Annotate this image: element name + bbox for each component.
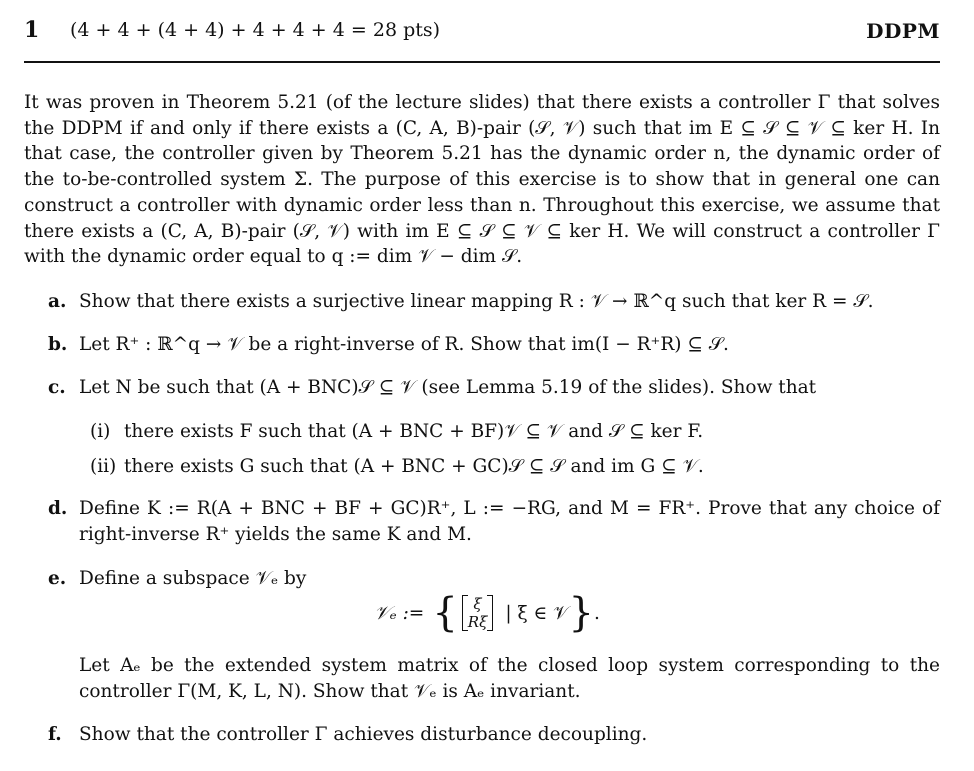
set-condition: | ξ ∈ 𝒱 — [505, 602, 569, 624]
open-brace: { — [432, 590, 458, 636]
subitem-text: there exists F such that (A + BNC + BF)𝒱 ⊆ 𝒱 and 𝒮 ⊆ ker F. — [124, 421, 704, 442]
subitem-ii — [90, 454, 940, 480]
item-text: Define a subspace 𝒱ₑ by — [79, 568, 307, 589]
item-label: f. — [48, 724, 62, 745]
extended-subspace-equation — [0, 585, 974, 641]
subitem-text: there exists G such that (A + BNC + GC)𝒮 ⊆ 𝒮 and im G ⊆ 𝒱. — [124, 456, 704, 477]
item-label: e. — [48, 568, 67, 589]
points-breakdown: (4 + 4 + (4 + 4) + 4 + 4 + 4 = 28 pts) — [70, 19, 441, 41]
equation-period: . — [593, 602, 600, 624]
problem-title: DDPM — [866, 19, 940, 43]
subitem-i — [90, 419, 940, 445]
item-label: c. — [48, 377, 66, 398]
item-label: b. — [48, 334, 68, 355]
vector-bottom: Rξ — [467, 613, 488, 631]
problem-number: 1 — [24, 17, 40, 43]
item-text: Let R⁺ : ℝ^q → 𝒱 be a right-inverse of R. Show that im(I − R⁺R) ⊆ 𝒮. — [79, 334, 729, 355]
intro-paragraph: It was proven in Theorem 5.21 (of the lecture slides) that there exists a controller Γ that solves the DDPM if and only if there exists a (C, A, B)-pair (𝒮, 𝒱) such that im E ⊆ 𝒮 ⊆ 𝒱 ⊆ ker H. In that case, the controller given by Theorem 5.21 has the dynamic order n, the dynamic order of the to-be-controlled system Σ. The purpose of this exercise is to show that in general one can construct a controller with dynamic order less than n. Throughout this exercise, we assume that there exists a (C, A, B)-pair (𝒮, 𝒱) with im E ⊆ 𝒮 ⊆ 𝒱 ⊆ ker H. We will construct a controller Γ with the dynamic order equal to q := dim 𝒱 − dim 𝒮. — [24, 92, 940, 268]
stacked-vector — [462, 595, 494, 631]
item-text: Show that the controller Γ achieves disturbance decoupling. — [79, 724, 648, 745]
vector-top: ξ — [473, 595, 482, 613]
subitem-label: (i) — [90, 421, 111, 442]
equation-lhs: 𝒱ₑ := — [374, 602, 425, 624]
item-e-followup: Let Aₑ be the extended system matrix of the closed loop system corresponding to the controller Γ(M, K, L, N). Show that 𝒱ₑ is Aₑ invariant. — [79, 655, 940, 702]
item-text: Let N be such that (A + BNC)𝒮 ⊆ 𝒱 (see Lemma 5.19 of the slides). Show that — [79, 377, 817, 398]
close-brace: } — [568, 590, 594, 636]
item-label: a. — [48, 291, 67, 312]
header-rule — [24, 61, 940, 63]
subitem-label: (ii) — [90, 456, 117, 477]
item-text: Show that there exists a surjective linear mapping R : 𝒱 → ℝ^q such that ker R = 𝒮. — [79, 291, 874, 312]
item-label: d. — [48, 498, 68, 519]
item-text: Define K := R(A + BNC + BF + GC)R⁺, L := −RG, and M = FR⁺. Prove that any choice of right-inverse R⁺ yields the same K and M. — [79, 498, 940, 545]
